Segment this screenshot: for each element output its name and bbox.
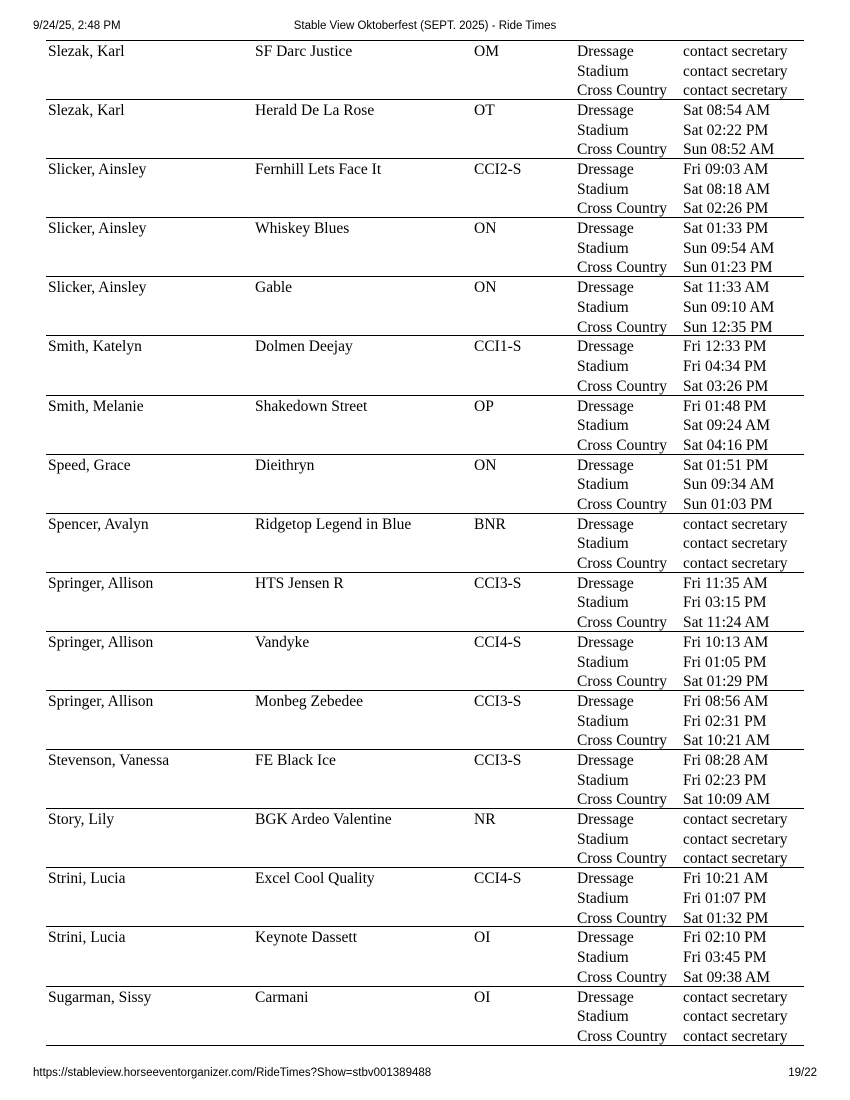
phase-list — [577, 160, 667, 219]
horse-name: Dolmen Deejay — [255, 338, 353, 356]
division: OM — [474, 43, 499, 60]
table-row — [46, 632, 804, 691]
ride-time: Sat 10:09 AM — [683, 791, 770, 809]
phase-label: Dressage — [577, 279, 634, 297]
horse-name: FE Black Ice — [255, 752, 336, 770]
ride-time: contact secretary — [683, 535, 788, 553]
ride-time: Fri 01:05 PM — [683, 653, 767, 671]
phase-label: Cross Country — [577, 318, 667, 336]
ride-times-table — [46, 40, 804, 1046]
phase-label: Dressage — [577, 811, 634, 829]
ride-time: Fri 11:35 AM — [683, 574, 768, 592]
phase-list — [577, 397, 667, 456]
ride-time: Fri 09:03 AM — [683, 161, 769, 179]
rider-name: Slezak, Karl — [48, 43, 125, 60]
table-row — [46, 927, 804, 986]
ride-time: Sat 09:24 AM — [683, 417, 770, 435]
time-list — [683, 810, 788, 869]
ride-time: Fri 04:34 PM — [683, 358, 767, 376]
rider-name: Strini, Lucia — [48, 870, 126, 888]
division: CCI3-S — [474, 693, 522, 711]
phase-label: Dressage — [577, 870, 634, 888]
horse-name: SF Darc Justice — [255, 43, 353, 60]
ride-time: Sat 01:33 PM — [683, 220, 769, 238]
rider-name: Slicker, Ainsley — [48, 220, 147, 238]
phase-label: Stadium — [577, 121, 629, 139]
horse-name: HTS Jensen R — [255, 574, 344, 592]
ride-time: contact secretary — [683, 850, 788, 868]
phase-label: Cross Country — [577, 909, 667, 927]
division: BNR — [474, 515, 506, 533]
horse-name: Gable — [255, 279, 293, 297]
phase-label: Dressage — [577, 456, 634, 474]
table-row — [46, 514, 804, 573]
phase-label: Cross Country — [577, 791, 667, 809]
phase-label: Cross Country — [577, 200, 667, 218]
rider-name: Stevenson, Vanessa — [48, 752, 170, 770]
phase-label: Dressage — [577, 397, 634, 415]
phase-label: Cross Country — [577, 495, 667, 513]
time-list — [683, 160, 770, 219]
division: CCI3-S — [474, 574, 522, 592]
phase-label: Dressage — [577, 633, 634, 651]
phase-label: Stadium — [577, 889, 629, 907]
division: CCI1-S — [474, 338, 522, 356]
phase-list — [577, 574, 667, 633]
table-row — [46, 809, 804, 868]
phase-label: Cross Country — [577, 732, 667, 750]
table-row — [46, 159, 804, 218]
phase-label: Stadium — [577, 476, 629, 494]
time-list — [683, 633, 768, 692]
phase-list — [577, 278, 667, 337]
rider-name: Springer, Allison — [48, 693, 154, 711]
ride-time: Sat 01:51 PM — [683, 456, 769, 474]
time-list — [683, 337, 768, 396]
ride-time: Sat 11:24 AM — [683, 614, 770, 632]
phase-list — [577, 633, 667, 692]
division: NR — [474, 811, 496, 829]
horse-name: Dieithryn — [255, 456, 315, 474]
page-title: Stable View Oktoberfest (SEPT. 2025) - Ride Times — [293, 20, 557, 32]
ride-time: Sat 04:16 PM — [683, 436, 769, 454]
phase-label: Stadium — [577, 298, 629, 316]
ride-time: Sat 01:32 PM — [683, 909, 769, 927]
ride-time: Fri 03:15 PM — [683, 594, 767, 612]
phase-label: Stadium — [577, 1008, 629, 1026]
horse-name: Ridgetop Legend in Blue — [255, 515, 412, 533]
time-list — [683, 219, 774, 278]
rider-name: Slicker, Ainsley — [48, 279, 147, 297]
phase-label: Dressage — [577, 693, 634, 711]
ride-time: Sat 01:29 PM — [683, 673, 769, 691]
phase-label: Cross Country — [577, 259, 667, 277]
print-datetime: 9/24/25, 2:48 PM — [33, 20, 121, 32]
table-row — [46, 691, 804, 750]
ride-time: Fri 10:13 AM — [683, 633, 769, 651]
phase-list — [577, 101, 667, 160]
phase-list — [577, 337, 667, 396]
phase-list — [577, 456, 667, 515]
ride-time: Sat 11:33 AM — [683, 279, 770, 297]
ride-time: contact secretary — [683, 1027, 788, 1045]
ride-time: Fri 12:33 PM — [683, 338, 767, 356]
division: CCI2-S — [474, 161, 522, 179]
footer-url[interactable]: https://stableview.horseeventorganizer.com/RideTimes?Show=stbv001389488 — [33, 1067, 432, 1079]
table-row — [46, 573, 804, 632]
division: OI — [474, 929, 491, 947]
phase-label: Dressage — [577, 988, 634, 1006]
time-list — [683, 574, 769, 633]
table-row — [46, 396, 804, 455]
ride-time: Fri 10:21 AM — [683, 870, 769, 888]
table-row — [46, 41, 804, 100]
table-row — [46, 277, 804, 336]
rider-name: Sugarman, Sissy — [48, 988, 152, 1006]
horse-name: Shakedown Street — [255, 397, 368, 415]
rider-name: Slezak, Karl — [48, 102, 125, 120]
time-list — [683, 988, 788, 1047]
division: OI — [474, 988, 491, 1006]
phase-list — [577, 810, 667, 869]
rider-name: Speed, Grace — [48, 456, 131, 474]
ride-time: contact secretary — [683, 1008, 788, 1026]
phase-list — [577, 692, 667, 751]
phase-list — [577, 515, 667, 574]
phase-label: Stadium — [577, 653, 629, 671]
phase-list — [577, 42, 667, 101]
rider-name: Slicker, Ainsley — [48, 161, 147, 179]
ride-time: Fri 03:45 PM — [683, 949, 767, 966]
ride-time: Sun 12:35 PM — [683, 318, 773, 336]
ride-time: Sun 01:23 PM — [683, 259, 773, 277]
table-row — [46, 750, 804, 809]
phase-label: Stadium — [577, 830, 629, 848]
ride-time: contact secretary — [683, 830, 788, 848]
ride-time: Sat 10:21 AM — [683, 732, 770, 750]
rider-name: Smith, Melanie — [48, 397, 144, 415]
phase-label: Stadium — [577, 239, 629, 257]
phase-label: Stadium — [577, 180, 629, 198]
phase-label: Dressage — [577, 515, 634, 533]
division: CCI4-S — [474, 633, 522, 651]
phase-label: Dressage — [577, 220, 634, 238]
phase-label: Stadium — [577, 771, 629, 789]
horse-name: BGK Ardeo Valentine — [255, 811, 392, 829]
ride-time: Sat 03:26 PM — [683, 377, 769, 395]
ride-time: contact secretary — [683, 62, 788, 80]
ride-time: Sat 08:18 AM — [683, 180, 770, 198]
ride-time: Sat 02:22 PM — [683, 121, 769, 139]
horse-name: Vandyke — [255, 633, 310, 651]
phase-label: Stadium — [577, 62, 629, 80]
phase-list — [577, 869, 667, 928]
ride-time: Fri 02:31 PM — [683, 712, 767, 730]
phase-label: Cross Country — [577, 436, 667, 454]
ride-time: contact secretary — [683, 515, 788, 533]
rider-name: Smith, Katelyn — [48, 338, 142, 356]
table-row — [46, 455, 804, 514]
ride-time: contact secretary — [683, 82, 788, 100]
division: CCI4-S — [474, 870, 522, 888]
division: CCI3-S — [474, 752, 522, 770]
horse-name: Keynote Dassett — [255, 929, 358, 947]
phase-label: Cross Country — [577, 377, 667, 395]
horse-name: Excel Cool Quality — [255, 870, 375, 888]
horse-name: Fernhill Lets Face It — [255, 161, 382, 179]
time-list — [683, 928, 770, 987]
table-row — [46, 868, 804, 927]
time-list — [683, 869, 768, 928]
horse-name: Monbeg Zebedee — [255, 693, 364, 711]
phase-list — [577, 988, 667, 1047]
table-row — [46, 987, 804, 1046]
ride-time: Sat 02:26 PM — [683, 200, 769, 218]
rider-name: Springer, Allison — [48, 633, 154, 651]
phase-label: Stadium — [577, 535, 629, 553]
ride-time: Sun 08:52 AM — [683, 141, 775, 159]
phase-label: Cross Country — [577, 1027, 667, 1045]
table-row — [46, 100, 804, 159]
page-number: 19/22 — [788, 1067, 817, 1079]
horse-name: Whiskey Blues — [255, 220, 350, 238]
time-list — [683, 42, 788, 101]
phase-label: Cross Country — [577, 968, 667, 986]
time-list — [683, 397, 770, 456]
time-list — [683, 278, 774, 337]
phase-label: Stadium — [577, 594, 629, 612]
phase-label: Stadium — [577, 417, 629, 435]
time-list — [683, 456, 774, 515]
division: ON — [474, 279, 497, 297]
phase-label: Dressage — [577, 102, 634, 120]
ride-time: Fri 02:10 PM — [683, 929, 767, 947]
time-list — [683, 101, 774, 160]
ride-time: Fri 02:23 PM — [683, 771, 767, 789]
ride-time: contact secretary — [683, 988, 788, 1006]
phase-label: Cross Country — [577, 614, 667, 632]
ride-time: contact secretary — [683, 43, 788, 60]
table-row — [46, 218, 804, 277]
phase-label: Cross Country — [577, 141, 667, 159]
ride-time: contact secretary — [683, 554, 788, 572]
division: ON — [474, 220, 497, 238]
phase-label: Dressage — [577, 574, 634, 592]
ride-time: Sat 08:54 AM — [683, 102, 770, 120]
ride-time: Sat 09:38 AM — [683, 968, 770, 986]
time-list — [683, 515, 788, 574]
time-list — [683, 692, 770, 751]
phase-list — [577, 219, 667, 278]
ride-time: Fri 08:56 AM — [683, 693, 769, 711]
ride-time: Fri 08:28 AM — [683, 752, 769, 770]
phase-label: Dressage — [577, 338, 634, 356]
rider-name: Springer, Allison — [48, 574, 154, 592]
horse-name: Herald De La Rose — [255, 102, 375, 120]
phase-list — [577, 928, 667, 987]
phase-label: Cross Country — [577, 850, 667, 868]
ride-time: Fri 01:48 PM — [683, 397, 767, 415]
horse-name: Carmani — [255, 988, 309, 1006]
phase-list — [577, 751, 667, 810]
ride-time: contact secretary — [683, 811, 788, 829]
rider-name: Story, Lily — [48, 811, 115, 829]
rider-name: Spencer, Avalyn — [48, 515, 149, 533]
division: OT — [474, 102, 495, 120]
ride-time: Sun 01:03 PM — [683, 495, 773, 513]
division: ON — [474, 456, 497, 474]
ride-time: Sun 09:10 AM — [683, 298, 775, 316]
phase-label: Stadium — [577, 949, 629, 966]
phase-label: Cross Country — [577, 673, 667, 691]
phase-label: Dressage — [577, 929, 634, 947]
rider-name: Strini, Lucia — [48, 929, 126, 947]
phase-label: Stadium — [577, 358, 629, 376]
division: OP — [474, 397, 494, 415]
phase-label: Dressage — [577, 752, 634, 770]
ride-time: Sun 09:54 AM — [683, 239, 775, 257]
phase-label: Cross Country — [577, 82, 667, 100]
phase-label: Dressage — [577, 43, 634, 60]
phase-label: Stadium — [577, 712, 629, 730]
ride-time: Fri 01:07 PM — [683, 889, 767, 907]
ride-time: Sun 09:34 AM — [683, 476, 775, 494]
table-row — [46, 336, 804, 395]
phase-label: Dressage — [577, 161, 634, 179]
phase-label: Cross Country — [577, 554, 667, 572]
time-list — [683, 751, 770, 810]
